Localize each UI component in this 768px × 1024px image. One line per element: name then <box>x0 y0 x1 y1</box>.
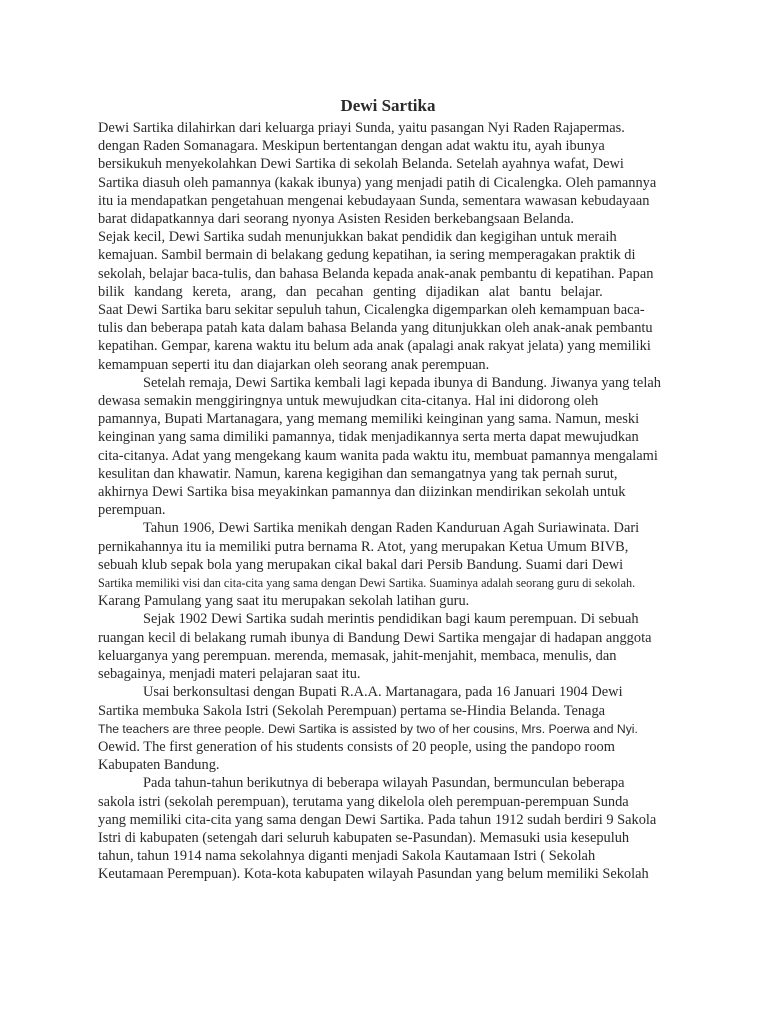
text-line: kemampuan seperti itu dan diajarkan oleh seorang anak perempuan. <box>98 356 490 373</box>
text-line: pernikahannya itu ia memiliki putra bernama R. Atot, yang merupakan Ketua Umum BIVB, <box>98 538 629 555</box>
text-line: Sejak 1902 Dewi Sartika sudah merintis pendidikan bagi kaum perempuan. Di sebuah <box>143 611 639 628</box>
text-line: kemajuan. Sambil bermain di belakang gedung kepatihan, ia sering memperagakan praktik di <box>98 247 636 264</box>
text-line: pamannya, Bupati Martanagara, yang memang memiliki keinginan yang sama. Namun, meski <box>98 411 640 428</box>
text-line: Sartika memiliki visi dan cita-cita yang sama dengan Dewi Sartika. Suaminya adalah seorang guru di sekolah. <box>98 576 636 591</box>
document-body <box>98 119 678 884</box>
text-line: Setelah remaja, Dewi Sartika kembali lagi kepada ibunya di Bandung. Jiwanya yang telah <box>143 374 661 391</box>
text-line: itu ia mendapatkan pengetahuan mengenai kebudayaan Sunda, sementara wawasan kebudayaan <box>98 192 650 209</box>
text-line: sakola istri (sekolah perempuan), terutama yang dikelola oleh perempuan-perempuan Sunda <box>98 793 629 810</box>
text-line: kepatihan. Gempar, karena waktu itu belum ada anak (apalagi anak rakyat jelata) yang memiliki <box>98 338 651 355</box>
text-line: perempuan. <box>98 502 166 519</box>
text-line: dengan Raden Somanagara. Meskipun bertentangan dengan adat waktu itu, ayah ibunya <box>98 138 605 155</box>
text-line: Oewid. The first generation of his students consists of 20 people, using the pandopo room <box>98 738 615 755</box>
text-line: Sejak kecil, Dewi Sartika sudah menunjukkan bakat pendidik dan kegigihan untuk meraih <box>98 229 617 246</box>
text-line: ruangan kecil di belakang rumah ibunya di Bandung Dewi Sartika mengajar di hadapan anggota <box>98 629 652 646</box>
text-line: dewasa semakin menggiringnya untuk mewujudkan cita-citanya. Hal ini didorong oleh <box>98 393 599 410</box>
text-line: kesulitan dan khawatir. Namun, karena kegigihan dan semangatnya yang tak pernah surut, <box>98 465 618 482</box>
text-line: sebagainya, menjadi materi pelajaran saat itu. <box>98 666 361 683</box>
text-line: bilik kandang kereta, arang, dan pecahan genting dijadikan alat bantu belajar. <box>98 283 603 300</box>
text-line: Usai berkonsultasi dengan Bupati R.A.A. Martanagara, pada 16 Januari 1904 Dewi <box>143 684 623 701</box>
text-line: Pada tahun-tahun berikutnya di beberapa wilayah Pasundan, bermunculan beberapa <box>143 775 625 792</box>
text-line: yang memiliki cita-cita yang sama dengan Dewi Sartika. Pada tahun 1912 sudah berdiri 9 Sakola <box>98 811 657 828</box>
text-line: Kabupaten Bandung. <box>98 757 220 774</box>
text-line: keinginan yang sama dimiliki pamannya, tidak menjadikannya serta merta dapat mewujudkan <box>98 429 639 446</box>
text-line: tulis dan beberapa patah kata dalam bahasa Belanda yang ditunjukkan oleh anak-anak pembantu <box>98 320 653 337</box>
text-line: Sartika membuka Sakola Istri (Sekolah Perempuan) pertama se-Hindia Belanda. Tenaga <box>98 702 606 719</box>
text-line: The teachers are three people. Dewi Sartika is assisted by two of her cousins, Mrs. Poerwa and Nyi. <box>98 721 638 736</box>
text-line: Keutamaan Perempuan). Kota-kota kabupaten wilayah Pasundan yang belum memiliki Sekolah <box>98 866 649 883</box>
text-line: sekolah, belajar baca-tulis, dan bahasa Belanda kepada anak-anak pembantu di kepatihan. Papan <box>98 265 654 282</box>
text-line: Istri di kabupaten (setengah dari seluruh kabupaten se-Pasundan). Memasuki usia kesepuluh <box>98 829 630 846</box>
text-line: Karang Pamulang yang saat itu merupakan sekolah latihan guru. <box>98 593 470 610</box>
text-line: cita-citanya. Adat yang mengekang kaum wanita pada waktu itu, membuat pamannya mengalami <box>98 447 658 464</box>
document-title: Dewi Sartika <box>340 96 436 115</box>
text-line: Sartika diasuh oleh pamannya (kakak ibunya) yang menjadi patih di Cicalengka. Oleh pamannya <box>98 174 657 191</box>
text-line: Saat Dewi Sartika baru sekitar sepuluh tahun, Cicalengka digemparkan oleh kemampuan baca- <box>98 302 645 319</box>
text-line: bersikukuh menyekolahkan Dewi Sartika di sekolah Belanda. Setelah ayahnya wafat, Dewi <box>98 156 624 173</box>
text-line: barat didapatkannya dari seorang nyonya Asisten Residen berkebangsaan Belanda. <box>98 211 574 228</box>
text-line: akhirnya Dewi Sartika bisa meyakinkan pamannya dan diizinkan mendirikan sekolah untuk <box>98 484 626 501</box>
text-line: Tahun 1906, Dewi Sartika menikah dengan Raden Kanduruan Agah Suriawinata. Dari <box>143 520 640 537</box>
text-line: Dewi Sartika dilahirkan dari keluarga priayi Sunda, yaitu pasangan Nyi Raden Rajapermas. <box>98 120 625 136</box>
text-line: sebuah klub sepak bola yang merupakan cikal bakal dari Persib Bandung. Suami dari Dewi <box>98 556 624 573</box>
text-line: tahun, tahun 1914 nama sekolahnya diganti menjadi Sakola Kautamaan Istri ( Sekolah <box>98 848 596 865</box>
text-line: keluarganya yang perempuan. merenda, memasak, jahit-menjahit, membaca, menulis, dan <box>98 647 617 664</box>
